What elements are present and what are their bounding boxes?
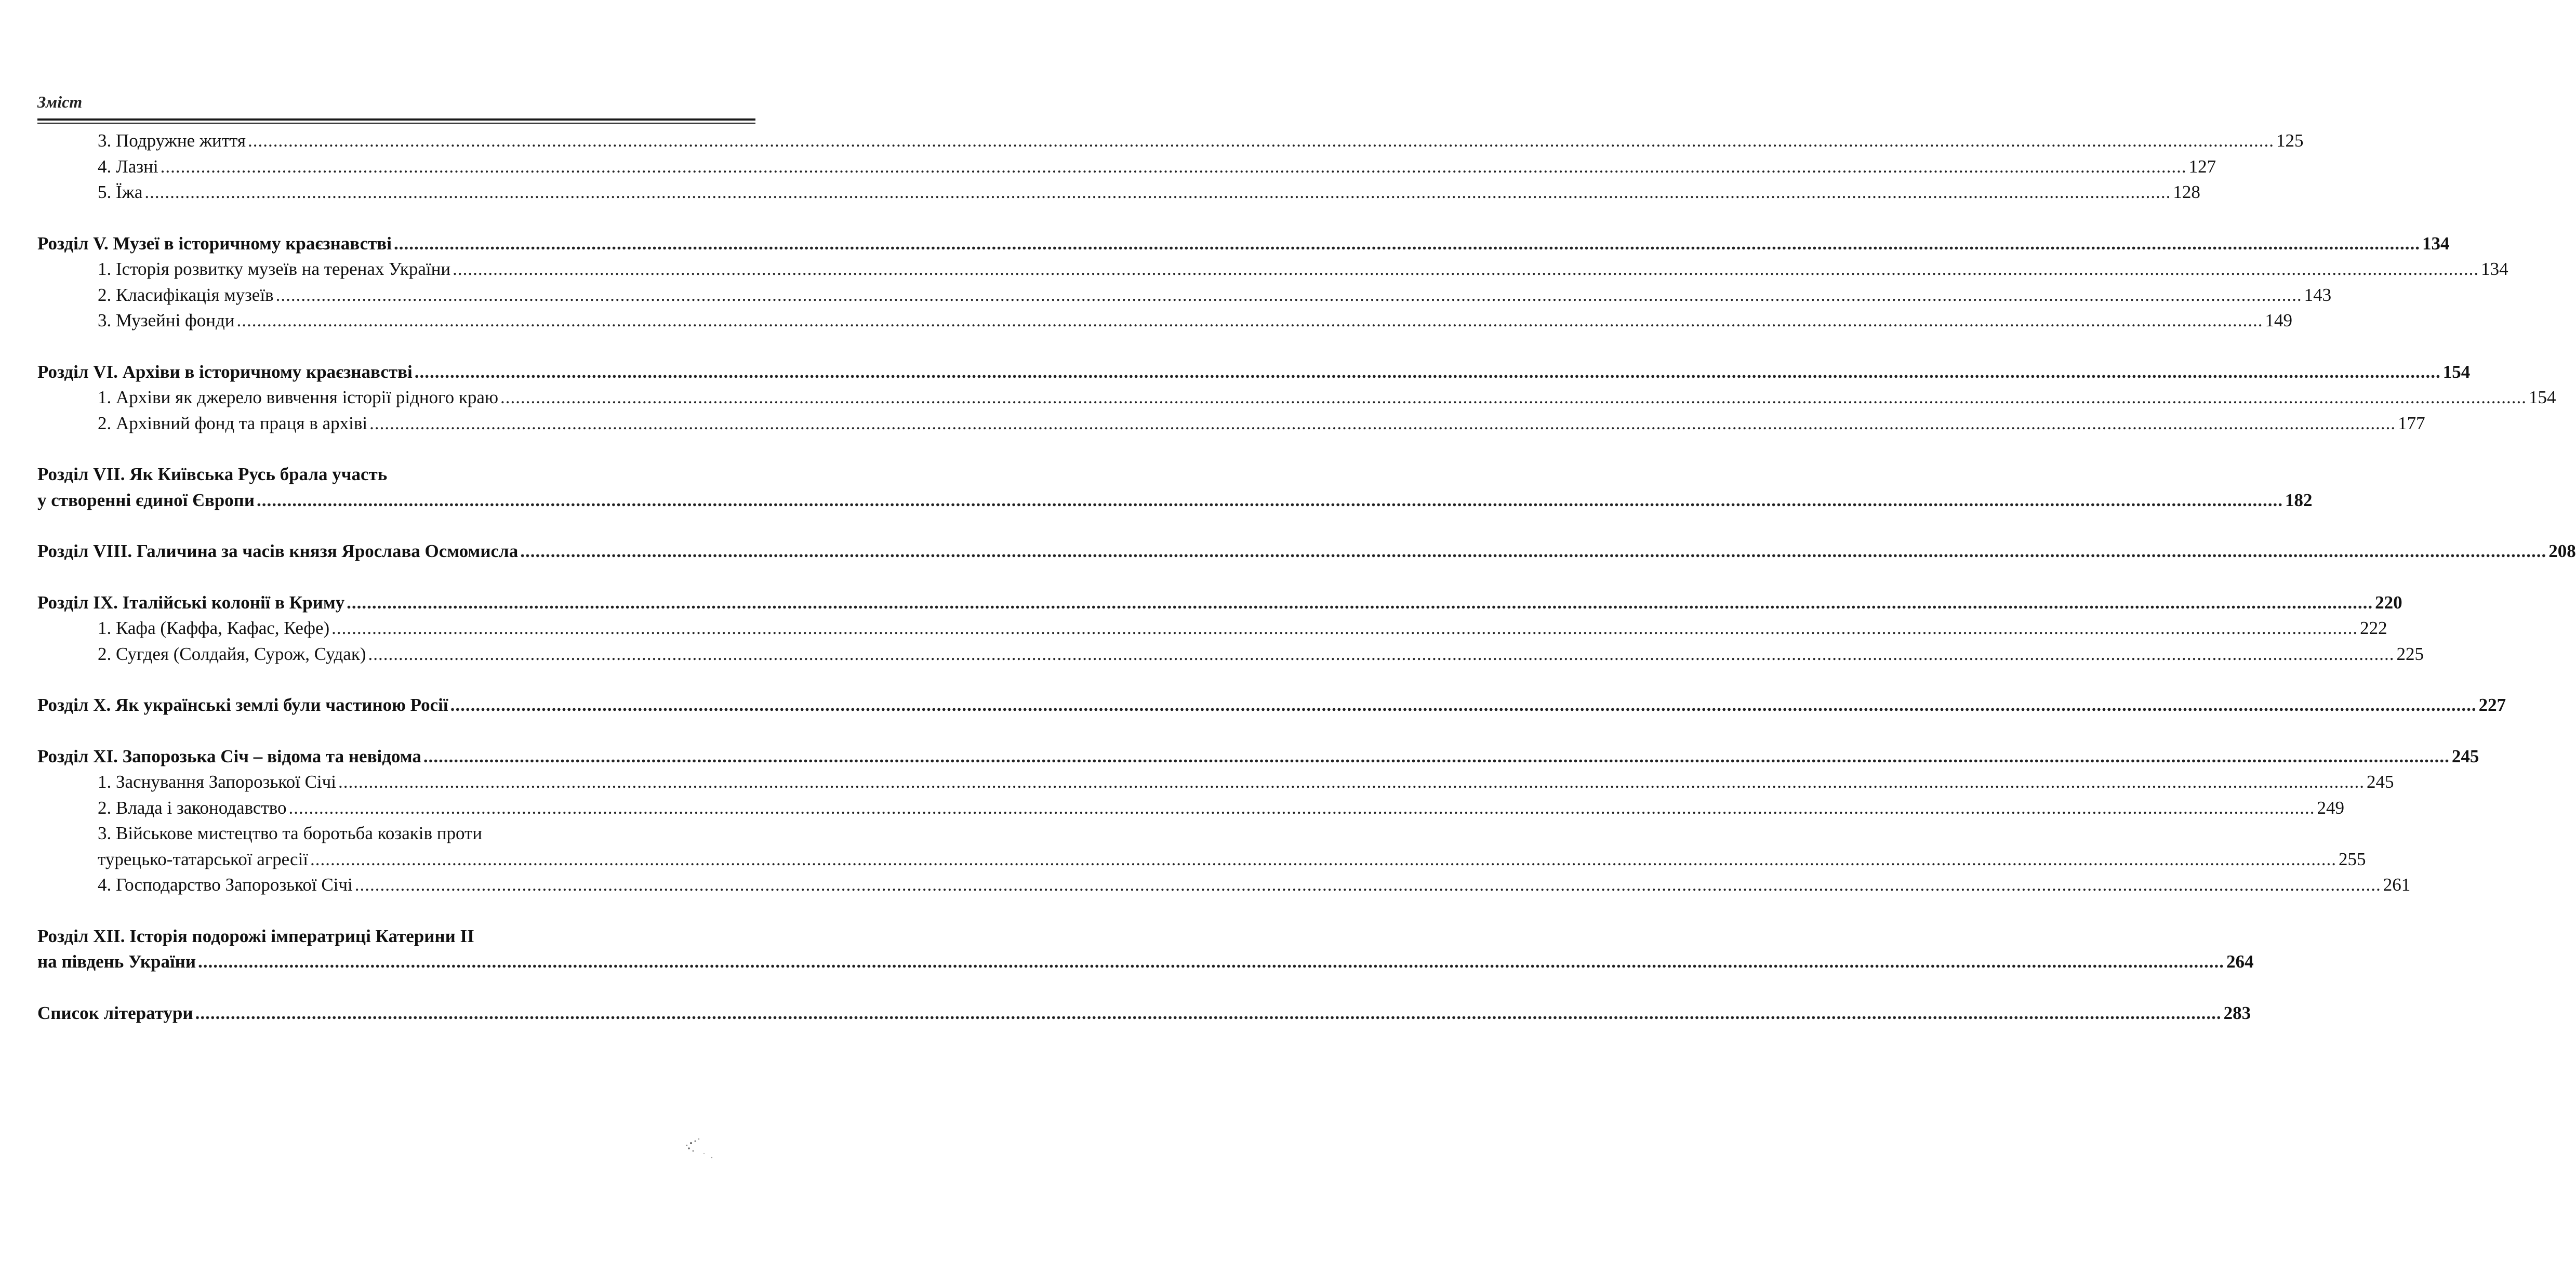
section-gap <box>37 721 755 746</box>
toc-subsection-entry[interactable] <box>37 259 2508 285</box>
toc-entry-title: 2. Класифікація музеїв <box>98 284 274 305</box>
toc-entry-title: Розділ VIII. Галичина за часів князя Ярослава Осмомисла <box>37 541 519 561</box>
toc-page-number: 208 <box>2548 541 2576 561</box>
toc-entry-title: Розділ VI. Архіви в історичному краєзнавстві <box>37 361 413 382</box>
running-head: Зміст <box>37 92 83 111</box>
dot-leader: ................................................................................................................................................................................................................................................................................................................................................................................................................ <box>310 849 2337 869</box>
section-gap <box>37 567 755 592</box>
scan-speck <box>675 1128 738 1169</box>
toc-entry-title: Розділ V. Музеї в історичному краєзнавстві <box>37 233 392 254</box>
section-gap <box>37 439 755 464</box>
toc-subsection-entry[interactable] <box>37 849 2366 875</box>
dot-leader: ................................................................................................................................................................................................................................................................................................................................................................................................................ <box>331 618 2358 638</box>
toc-subsection-entry[interactable] <box>37 618 2387 644</box>
dot-leader: ................................................................................................................................................................................................................................................................................................................................................................................................................ <box>160 156 2187 177</box>
toc-entry-title: 2. Сугдея (Солдайя, Сурож, Судак) <box>98 643 366 664</box>
toc-page-number: 134 <box>2422 233 2450 254</box>
toc-page-number: 182 <box>2285 489 2313 510</box>
dot-leader: ................................................................................................................................................................................................................................................................................................................................................................................................................ <box>338 772 2365 792</box>
toc-entry-title: 1. Заснування Запорозької Січі <box>98 772 336 792</box>
header-rule-thin <box>37 123 755 124</box>
toc-entry-title: 4. Господарство Запорозької Січі <box>98 875 353 895</box>
section-gap <box>37 901 755 926</box>
toc-entry-title: Розділ VII. Як Київська Русь брала участь <box>37 464 388 484</box>
toc-page-number: 245 <box>2366 772 2394 792</box>
toc-subsection-entry[interactable] <box>37 310 2292 336</box>
dot-leader: ................................................................................................................................................................................................................................................................................................................................................................................................................ <box>288 797 2315 818</box>
toc-entry-title: Список літератури <box>37 1002 193 1023</box>
dot-leader: ................................................................................................................................................................................................................................................................................................................................................................................................................ <box>275 284 2302 305</box>
toc-chapter-entry[interactable] <box>37 361 2471 388</box>
section-gap <box>37 336 755 362</box>
toc-entry-title: турецько-татарської агресії <box>98 849 309 869</box>
toc-entry-title: Розділ X. Як українські землі були частиною Росії <box>37 695 448 715</box>
toc-subsection-entry[interactable] <box>37 413 2425 439</box>
toc-entry-title: 1. Історія розвитку музеїв на теренах України <box>98 259 451 279</box>
toc-page-number: 283 <box>2223 1002 2251 1023</box>
toc-page-number: 264 <box>2226 951 2254 972</box>
toc-page-number: 245 <box>2451 746 2479 766</box>
toc-page-number: 149 <box>2265 310 2292 330</box>
toc-entry-title: 4. Лазні <box>98 156 158 177</box>
toc-entry-title: у створенні єдиної Європи <box>37 489 255 510</box>
toc-chapter-entry[interactable] <box>37 541 2576 567</box>
dot-leader: ................................................................................................................................................................................................................................................................................................................................................................................................................ <box>144 182 2171 202</box>
toc-chapter-entry[interactable] <box>37 592 2402 618</box>
toc-entry-title: 3. Військове мистецтво та боротьба козаків проти <box>98 823 483 843</box>
section-gap <box>37 977 755 1003</box>
toc-entry-title: 2. Влада і законодавство <box>98 797 287 818</box>
toc-chapter-entry[interactable] <box>37 1002 2251 1029</box>
toc-page-number: 134 <box>2481 259 2508 279</box>
dot-leader: ................................................................................................................................................................................................................................................................................................................................................................................................................ <box>414 361 2441 382</box>
dot-leader: ................................................................................................................................................................................................................................................................................................................................................................................................................ <box>369 413 2396 433</box>
dot-leader: ................................................................................................................................................................................................................................................................................................................................................................................................................ <box>500 387 2527 407</box>
toc-entry-title: 3. Подружне життя <box>98 130 246 151</box>
toc-subsection-entry[interactable] <box>37 156 2216 182</box>
toc-page-number: 128 <box>2173 182 2200 202</box>
dot-leader: ................................................................................................................................................................................................................................................................................................................................................................................................................ <box>520 541 2547 561</box>
toc-chapter-entry[interactable] <box>37 464 755 490</box>
section-gap <box>37 208 755 233</box>
toc-page-number: 154 <box>2529 387 2556 407</box>
dot-leader: ................................................................................................................................................................................................................................................................................................................................................................................................................ <box>248 130 2274 151</box>
dot-leader: ................................................................................................................................................................................................................................................................................................................................................................................................................ <box>347 592 2373 613</box>
toc-page-number: 177 <box>2398 413 2425 433</box>
toc-subsection-entry[interactable] <box>37 387 2556 413</box>
toc-chapter-entry[interactable] <box>37 233 2450 259</box>
toc-page-number: 225 <box>2396 643 2424 664</box>
toc-entry-title: Розділ IX. Італійські колонії в Криму <box>37 592 345 613</box>
toc-page-number: 220 <box>2375 592 2402 613</box>
toc-page-number: 227 <box>2478 695 2506 715</box>
toc-subsection-entry[interactable] <box>37 182 2200 208</box>
dot-leader: ................................................................................................................................................................................................................................................................................................................................................................................................................ <box>198 951 2225 972</box>
toc-entry-title: 3. Музейні фонди <box>98 310 235 330</box>
toc-chapter-entry[interactable] <box>37 746 2479 772</box>
toc-page-number: 255 <box>2339 849 2366 869</box>
toc-page-number: 261 <box>2383 875 2411 895</box>
toc-subsection-entry[interactable] <box>37 797 2345 824</box>
toc-chapter-entry[interactable] <box>37 951 2254 977</box>
toc-chapter-entry[interactable] <box>37 489 2313 516</box>
header-rule-thick <box>37 118 755 121</box>
table-of-contents <box>37 130 2576 1028</box>
dot-leader: ................................................................................................................................................................................................................................................................................................................................................................................................................ <box>236 310 2263 330</box>
toc-page-number: 154 <box>2442 361 2471 382</box>
toc-chapter-entry[interactable] <box>37 695 2506 721</box>
section-gap <box>37 669 755 695</box>
toc-subsection-entry[interactable] <box>37 130 2304 156</box>
dot-leader: ................................................................................................................................................................................................................................................................................................................................................................................................................ <box>393 233 2420 254</box>
toc-entry-title: 5. Їжа <box>98 182 143 202</box>
dot-leader: ................................................................................................................................................................................................................................................................................................................................................................................................................ <box>354 875 2381 895</box>
toc-page-number: 249 <box>2317 797 2345 818</box>
toc-entry-title: 1. Архіви як джерело вивчення історії рідного краю <box>98 387 499 407</box>
toc-entry-title: 1. Кафа (Каффа, Кафас, Кефе) <box>98 618 330 638</box>
section-gap <box>37 515 755 541</box>
toc-subsection-entry[interactable] <box>37 823 755 849</box>
dot-leader: ................................................................................................................................................................................................................................................................................................................................................................................................................ <box>453 259 2479 279</box>
dot-leader: ................................................................................................................................................................................................................................................................................................................................................................................................................ <box>257 489 2283 510</box>
toc-page-number: 143 <box>2304 284 2332 305</box>
toc-subsection-entry[interactable] <box>37 643 2424 670</box>
toc-page-number: 127 <box>2188 156 2216 177</box>
toc-entry-title: Розділ XI. Запорозька Січ – відома та невідома <box>37 746 421 766</box>
toc-entry-title: Розділ XII. Історія подорожі імператриці Катерини II <box>37 925 474 946</box>
toc-subsection-entry[interactable] <box>37 772 2394 798</box>
toc-page-number: 222 <box>2360 618 2387 638</box>
dot-leader: ................................................................................................................................................................................................................................................................................................................................................................................................................ <box>195 1002 2222 1023</box>
toc-subsection-entry[interactable] <box>37 875 2411 901</box>
dot-leader: ................................................................................................................................................................................................................................................................................................................................................................................................................ <box>423 746 2450 766</box>
toc-chapter-entry[interactable] <box>37 926 755 952</box>
toc-entry-title: 2. Архівний фонд та праця в архіві <box>98 413 368 433</box>
toc-entry-title: на південь України <box>37 951 196 972</box>
toc-page-number: 125 <box>2276 130 2304 151</box>
dot-leader: ................................................................................................................................................................................................................................................................................................................................................................................................................ <box>450 695 2477 715</box>
toc-subsection-entry[interactable] <box>37 284 2332 311</box>
dot-leader: ................................................................................................................................................................................................................................................................................................................................................................................................................ <box>368 643 2395 664</box>
